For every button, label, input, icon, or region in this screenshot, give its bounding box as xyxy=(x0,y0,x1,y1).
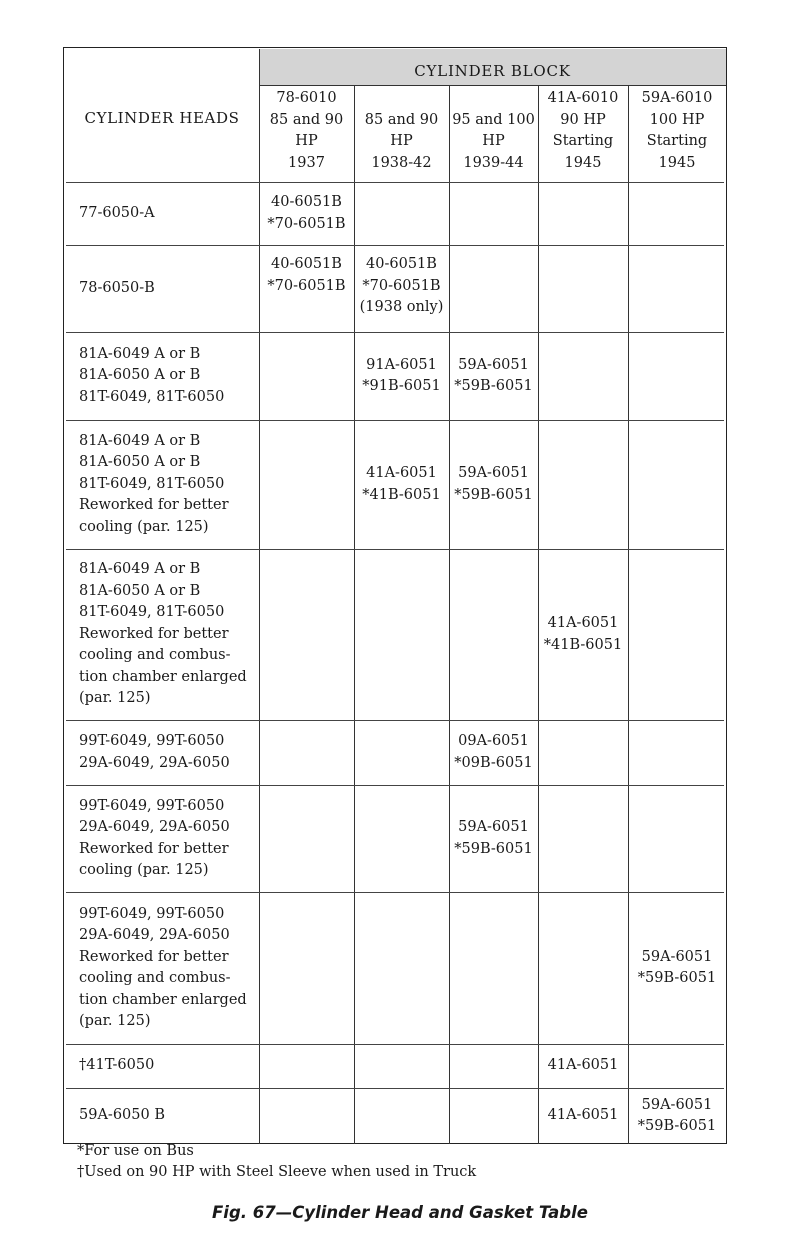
figure-caption: Fig. 67—Cylinder Head and Gasket Table xyxy=(212,1203,588,1222)
row-divider xyxy=(66,720,724,721)
gasket-part-number: *59B-6051 xyxy=(454,840,533,857)
gasket-part-number: *59B-6051 xyxy=(454,378,533,394)
cylinder-head-label: 81T-6049, 81T-6050 xyxy=(79,475,225,492)
column-header-line: 59A-6010 xyxy=(641,90,713,106)
row-divider xyxy=(66,420,724,421)
gasket-part-number: 91A-6051 xyxy=(366,356,437,373)
row-divider xyxy=(66,785,724,786)
row-divider xyxy=(66,1088,724,1089)
cylinder-head-label: 99T-6049, 99T-6050 xyxy=(79,797,225,814)
gasket-part-number: 09A-6051 xyxy=(458,733,529,749)
column-header-line: 1938-42 xyxy=(371,154,432,171)
row-divider xyxy=(66,332,724,333)
cylinder-head-label: cooling and combus- xyxy=(79,970,231,986)
cylinder-head-label: tion chamber enlarged xyxy=(79,991,247,1008)
cylinder-head-label: 29A-6049, 29A-6050 xyxy=(79,754,230,771)
cylinder-head-label: Reworked for better xyxy=(79,948,229,965)
cylinder-head-label: Reworked for better xyxy=(79,497,229,514)
cylinder-head-label: 81A-6049 A or B xyxy=(79,345,201,362)
gasket-part-number: 41A-6051 xyxy=(547,1057,619,1074)
gasket-part-number: *70-6051B xyxy=(267,277,346,294)
footnote-truck: †Used on 90 HP with Steel Sleeve when used in Truck xyxy=(77,1164,477,1180)
gasket-part-number: 41A-6051 xyxy=(547,615,619,631)
cylinder-head-label: Reworked for better xyxy=(79,625,229,642)
gasket-part-number: *41B-6051 xyxy=(362,486,441,503)
cylinder-head-label: 81A-6050 A or B xyxy=(79,582,201,599)
cylinder-heads-title: CYLINDER HEADS xyxy=(84,109,240,127)
cylinder-head-label: 81A-6049 A or B xyxy=(79,432,201,449)
gasket-part-number: 40-6051B xyxy=(271,256,342,272)
row-divider xyxy=(66,1044,724,1045)
cylinder-block-title: CYLINDER BLOCK xyxy=(414,62,571,80)
gasket-part-number: *70-6051B xyxy=(362,277,441,294)
column-header-line: 85 and 90 xyxy=(364,111,439,128)
cylinder-head-label: 29A-6049, 29A-6050 xyxy=(79,927,230,943)
gasket-part-number: 41A-6051 xyxy=(547,1107,619,1124)
row-divider xyxy=(66,549,724,550)
cylinder-head-label: 78-6050-B xyxy=(79,279,155,296)
gasket-part-number: *91B-6051 xyxy=(362,378,441,394)
gasket-part-number: *59B-6051 xyxy=(637,970,717,986)
gasket-part-number: 59A-6051 xyxy=(641,1096,713,1113)
row-divider xyxy=(66,892,724,893)
gasket-part-number: 59A-6051 xyxy=(641,948,713,965)
column-header-line: 1937 xyxy=(288,154,325,171)
cylinder-head-label: (par. 125) xyxy=(79,1013,151,1029)
gasket-part-number: *09B-6051 xyxy=(454,754,533,771)
column-header-line: 78-6010 xyxy=(276,90,337,106)
gasket-part-number: (1938 only) xyxy=(359,299,444,315)
cylinder-head-label: 81A-6049 A or B xyxy=(79,561,201,578)
gasket-part-number: *59B-6051 xyxy=(637,1118,717,1134)
cylinder-head-label: tion chamber enlarged xyxy=(79,668,247,685)
column-header-line: HP xyxy=(390,133,413,149)
column-header-line: 90 HP xyxy=(560,111,606,128)
column-header-line: 95 and 100 xyxy=(452,111,535,128)
column-header-line: 1945 xyxy=(658,154,696,171)
cylinder-head-label: 81A-6050 A or B xyxy=(79,367,201,384)
column-header-line: HP xyxy=(295,133,318,149)
column-header-line: 1939-44 xyxy=(463,154,524,171)
column-header-line: HP xyxy=(482,133,505,149)
gasket-part-number: 41A-6051 xyxy=(366,465,437,481)
gasket-part-number: 59A-6051 xyxy=(458,465,529,481)
gasket-part-number: *41B-6051 xyxy=(543,636,623,653)
column-header-line: 1945 xyxy=(564,154,602,171)
cylinder-head-label: 99T-6049, 99T-6050 xyxy=(79,905,225,922)
row-divider xyxy=(66,245,724,246)
gasket-part-number: *70-6051B xyxy=(267,215,346,232)
cylinder-head-label: 29A-6049, 29A-6050 xyxy=(79,819,230,835)
cylinder-head-label: cooling and combus- xyxy=(79,647,231,664)
footnote-bus: *For use on Bus xyxy=(77,1143,194,1159)
cylinder-head-label: †41T-6050 xyxy=(79,1057,155,1074)
cylinder-head-label: 77-6050-A xyxy=(79,204,155,221)
gasket-part-number: 59A-6051 xyxy=(458,819,529,835)
cylinder-head-label: (par. 125) xyxy=(79,690,151,707)
cylinder-head-label: cooling (par. 125) xyxy=(79,862,209,878)
row-divider xyxy=(66,182,724,183)
gasket-part-number: *59B-6051 xyxy=(454,486,533,503)
cylinder-head-label: 59A-6050 B xyxy=(79,1107,165,1124)
cylinder-head-label: cooling (par. 125) xyxy=(79,518,209,535)
cylinder-head-label: 81T-6049, 81T-6050 xyxy=(79,388,225,405)
column-header-line: 85 and 90 xyxy=(269,111,344,128)
cylinder-head-label: 81T-6049, 81T-6050 xyxy=(79,604,225,621)
cylinder-head-label: Reworked for better xyxy=(79,840,229,857)
cylinder-head-label: 81A-6050 A or B xyxy=(79,454,201,471)
column-header-line: Starting xyxy=(552,133,614,149)
cylinder-head-label: 99T-6049, 99T-6050 xyxy=(79,733,225,749)
column-header-line: 41A-6010 xyxy=(547,90,619,106)
gasket-part-number: 40-6051B xyxy=(271,194,342,210)
gasket-part-number: 59A-6051 xyxy=(458,356,529,373)
footnotes xyxy=(77,1141,476,1183)
column-header-line: 100 HP xyxy=(649,111,705,128)
column-header-line: Starting xyxy=(646,133,708,149)
gasket-part-number: 40-6051B xyxy=(366,256,437,272)
